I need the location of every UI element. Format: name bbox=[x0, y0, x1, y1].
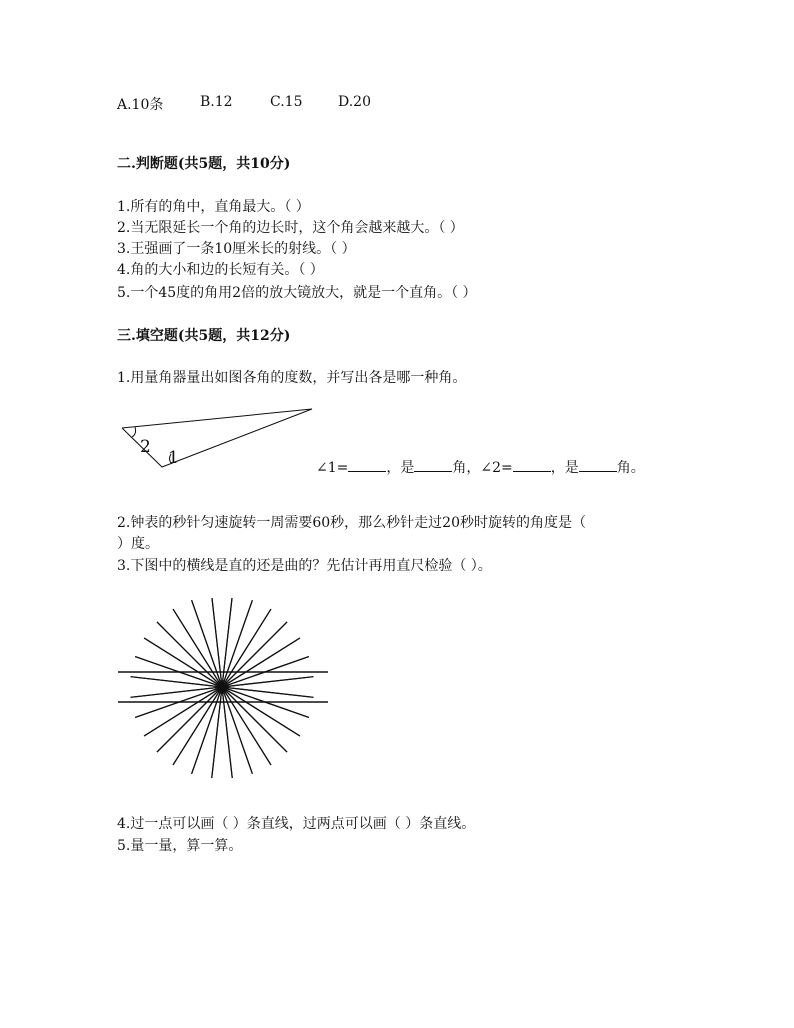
judge-item-3: 3.王强画了一条10厘米长的射线。（ ） bbox=[117, 241, 356, 257]
triangle-figure bbox=[115, 404, 320, 470]
angle-2-arc bbox=[132, 427, 136, 437]
fill-q3: 3.下图中的横线是直的还是曲的？先估计再用直尺检验（ ）。 bbox=[117, 558, 492, 574]
choice-a: A.10条 bbox=[117, 97, 164, 113]
section2-heading: 二.判断题(共5题，共10分) bbox=[117, 156, 291, 172]
choice-d: D.20 bbox=[338, 94, 371, 110]
fill-q4: 4.过一点可以画（ ）条直线，过两点可以画（ ）条直线。 bbox=[117, 816, 476, 832]
ray-illusion-figure bbox=[112, 598, 336, 778]
fill-q5: 5.量一量，算一算。 bbox=[117, 838, 243, 854]
angle-2-label: 2 bbox=[140, 437, 151, 457]
angle1-type-blank[interactable] bbox=[414, 458, 452, 472]
choice-b: B.12 bbox=[200, 94, 233, 110]
judge-item-1: 1.所有的角中，直角最大。（ ） bbox=[117, 199, 310, 215]
ray-group bbox=[131, 598, 314, 778]
judge-item-4: 4.角的大小和边的长短有关。（ ） bbox=[117, 262, 324, 278]
angle2-blank[interactable] bbox=[513, 458, 551, 472]
fill-q2-line1: 2.钟表的秒针匀速旋转一周需要60秒，那么秒针走过20秒时旋转的角度是（ bbox=[117, 515, 586, 531]
angle1-type-prefix: ，是 bbox=[386, 460, 415, 476]
fill-q1: 1.用量角器量出如图各角的度数，并写出各是哪一种角。 bbox=[117, 370, 467, 386]
choice-c: C.15 bbox=[270, 94, 303, 110]
fill-q1-answer bbox=[316, 458, 645, 477]
judge-item-5: 5.一个45度的角用2倍的放大镜放大，就是一个直角。（ ） bbox=[117, 285, 477, 301]
fill-q2-line2: ）度。 bbox=[117, 536, 159, 552]
section3-heading: 三.填空题(共5题，共12分) bbox=[117, 328, 291, 344]
angle1-prefix: ∠1= bbox=[316, 460, 349, 476]
angle-1-label: 1 bbox=[168, 448, 179, 468]
angle2-type-prefix: ，是 bbox=[550, 460, 579, 476]
angle2-type-blank[interactable] bbox=[579, 458, 617, 472]
angle2-suffix: 角。 bbox=[616, 460, 645, 476]
judge-item-2: 2.当无限延长一个角的边长时，这个角会越来越大。（ ） bbox=[117, 220, 464, 236]
angle1-blank[interactable] bbox=[348, 458, 386, 472]
angle2-prefix: 角，∠2= bbox=[452, 460, 513, 476]
